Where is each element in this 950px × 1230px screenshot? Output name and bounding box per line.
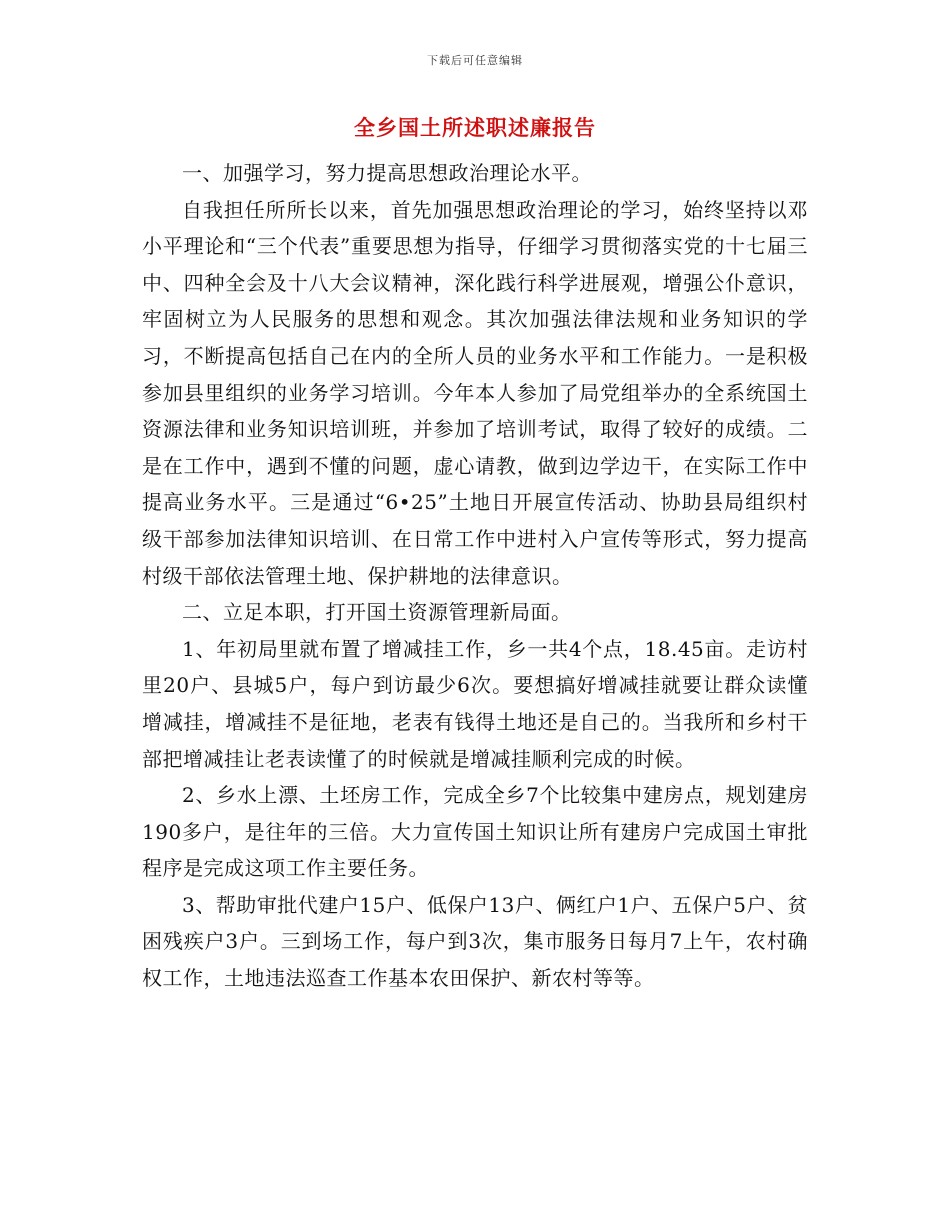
document-title: 全乡国土所述职述廉报告: [354, 115, 596, 140]
section-heading-1: 一、加强学习，努力提高思想政治理论水平。: [182, 161, 592, 185]
paragraph-item-2: 2、乡水上漂、土坯房工作，完成全乡7个比较集中建房点，规划建房190多户，是往年的三倍。大力宣传国土知识让所有建房户完成国土审批程序是完成这项工作主要任务。: [142, 783, 808, 881]
section-heading-2: 二、立足本职，打开国土资源管理新局面。: [182, 600, 572, 625]
page-header-note: 下载后可任意编辑: [427, 54, 523, 67]
paragraph-study: 自我担任所所长以来，首先加强思想政治理论的学习，始终坚持以邓小平理论和“三个代表”重要思想为指导，仔细学习贯彻落实党的十七届三中、四种全会及十八大会议精神，深化践行科学进展观，增强公仆意识，牢固树立为人民服务的思想和观念。其次加强法律法规和业务知识的学习，不断提高包括自己在内的全所人员的业务水平和工作能力。一是积极参加县里组织的业务学习培训。今年本人参加了局党组举办的全系统国土资源法律和业务知识培训班，并参加了培训考试，取得了较好的成绩。二是在工作中，遇到不懂的问题，虚心请教，做到边学边干，在实际工作中提高业务水平。三是通过“6•25”土地日开展宣传活动、协助县局组织村级干部参加法律知识培训、在日常工作中进村入户宣传等形式，努力提高村级干部依法管理土地、保护耕地的法律意识。: [142, 197, 808, 588]
paragraph-item-3: 3、帮助审批代建户15户、低保户13户、俩红户1户、五保户5户、贫困残疾户3户。三到场工作，每户到3次，集市服务日每月7上午，农村确权工作，土地违法巡查工作基本农田保护、新农村等等。: [142, 892, 808, 991]
paragraph-item-1: 1、年初局里就布置了增减挂工作，乡一共4个点，18.45亩。走访村里20户、县城5户，每户到访最少6次。要想搞好增减挂就要让群众读懂增减挂，增减挂不是征地，老表有钱得土地还是自己的。当我所和乡村干部把增减挂让老表读懂了的时候就是增减挂顺利完成的时候。: [142, 636, 808, 771]
document-body: [142, 155, 808, 997]
